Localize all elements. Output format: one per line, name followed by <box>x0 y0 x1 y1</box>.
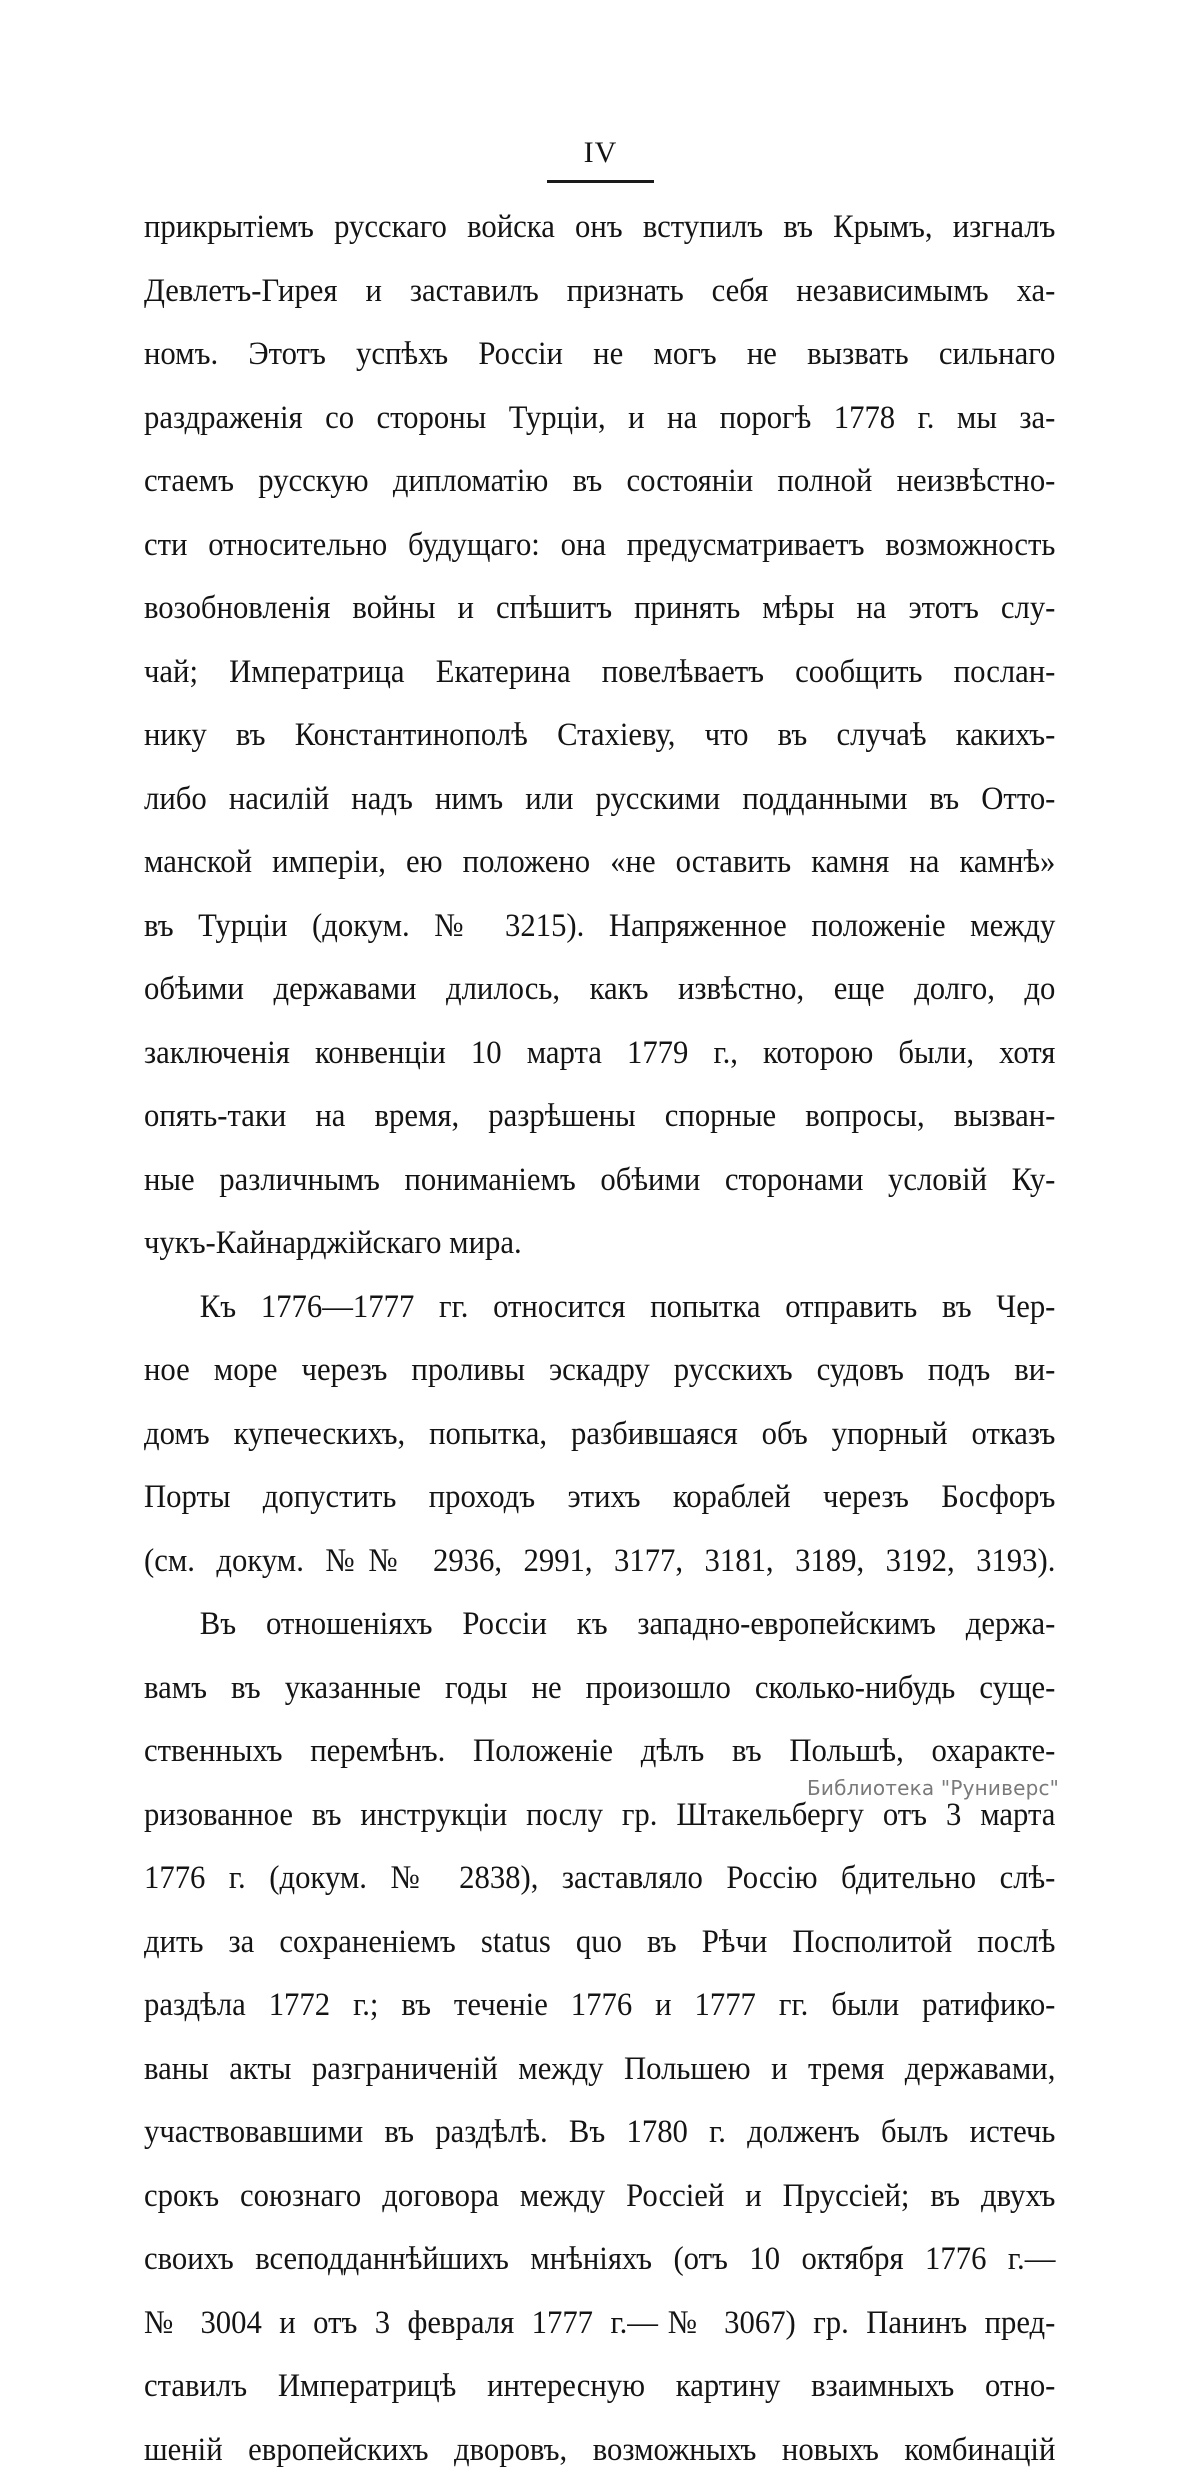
text-line: либо насилій надъ нимъ или русскими подданными въ Отто- <box>144 768 1055 832</box>
text-line: ные различнымъ пониманіемъ обѣими сторонами условій Ку- <box>144 1149 1055 1213</box>
text-line: вамъ въ указанные годы не произошло сколько-нибудь суще- <box>144 1657 1055 1721</box>
page-number: IV <box>0 136 1201 170</box>
text-line: № 3004 и отъ 3 февраля 1777 г.—№ 3067) гр. Панинъ пред- <box>144 2292 1055 2356</box>
text-line: 1776 г. (докум. № 2838), заставляло Россію бдительно слѣ- <box>144 1847 1055 1911</box>
text-line: ставилъ Императрицѣ интересную картину взаимныхъ отно- <box>144 2355 1055 2419</box>
text-line: Порты допустить проходъ этихъ кораблей черезъ Босфоръ <box>144 1466 1055 1530</box>
text-line: Къ 1776—1777 гг. относится попытка отправить въ Чер- <box>144 1276 1055 1340</box>
library-watermark: Библиотека "Руниверс" <box>807 1776 1059 1800</box>
text-line: дить за сохраненіемъ status quo въ Рѣчи Посполитой послѣ <box>144 1911 1055 1975</box>
text-line: чукъ-Кайнарджійскаго мира. <box>144 1212 1055 1276</box>
text-line: чай; Императрица Екатерина повелѣваетъ сообщить послан- <box>144 641 1055 705</box>
text-line: ваны акты разграниченій между Польшею и тремя державами, <box>144 2038 1055 2102</box>
text-line: сти относительно будущаго: она предусматриваетъ возможность <box>144 514 1055 578</box>
text-line: (см. докум. №№ 2936, 2991, 3177, 3181, 3189, 3192, 3193). <box>144 1530 1055 1594</box>
text-line: срокъ союзнаго договора между Россіей и Пруссіей; въ двухъ <box>144 2165 1055 2229</box>
text-line: стаемъ русскую дипломатію въ состояніи полной неизвѣстно- <box>144 450 1055 514</box>
body-text <box>144 196 1056 2482</box>
text-line: домъ купеческихъ, попытка, разбившаяся объ упорный отказъ <box>144 1403 1055 1467</box>
text-line: раздѣла 1772 г.; въ теченіе 1776 и 1777 гг. были ратифико- <box>144 1974 1055 2038</box>
text-line: опять-таки на время, разрѣшены спорные вопросы, вызван- <box>144 1085 1055 1149</box>
text-line: ное море черезъ проливы эскадру русскихъ судовъ подъ ви- <box>144 1339 1055 1403</box>
text-line: заключенія конвенціи 10 марта 1779 г., которою были, хотя <box>144 1022 1055 1086</box>
text-line: участвовавшими въ раздѣлѣ. Въ 1780 г. долженъ былъ истечь <box>144 2101 1055 2165</box>
text-line: Въ отношеніяхъ Россіи къ западно-европейскимъ держа- <box>144 1593 1055 1657</box>
text-line: ственныхъ перемѣнъ. Положеніе дѣлъ въ Польшѣ, охаракте- <box>144 1720 1055 1784</box>
text-line: возобновленія войны и спѣшитъ принять мѣры на этотъ слу- <box>144 577 1055 641</box>
page-number-rule <box>547 180 654 183</box>
paragraph <box>144 1276 1056 1594</box>
text-line: номъ. Этотъ успѣхъ Россіи не могъ не вызвать сильнаго <box>144 323 1055 387</box>
text-line: своихъ всеподданнѣйшихъ мнѣніяхъ (отъ 10 октября 1776 г.— <box>144 2228 1055 2292</box>
text-line: прикрытіемъ русскаго войска онъ вступилъ въ Крымъ, изгналъ <box>144 196 1055 260</box>
paragraph <box>144 1593 1056 2482</box>
paragraph <box>144 196 1056 1276</box>
text-line: манской имперіи, ею положено «не оставить камня на камнѣ» <box>144 831 1055 895</box>
text-line: шеній европейскихъ дворовъ, возможныхъ новыхъ комбинацій <box>144 2419 1055 2482</box>
text-line: ризованное въ инструкціи послу гр. Штакельбергу отъ 3 марта <box>144 1784 1055 1848</box>
text-line: въ Турціи (докум. № 3215). Напряженное положеніе между <box>144 895 1055 959</box>
text-line: обѣими державами длилось, какъ извѣстно, еще долго, до <box>144 958 1055 1022</box>
text-line: Девлетъ-Гирея и заставилъ признать себя независимымъ ха- <box>144 260 1055 324</box>
text-line: раздраженія со стороны Турціи, и на порогѣ 1778 г. мы за- <box>144 387 1055 451</box>
text-line: нику въ Константинополѣ Стахіеву, что въ случаѣ какихъ- <box>144 704 1055 768</box>
